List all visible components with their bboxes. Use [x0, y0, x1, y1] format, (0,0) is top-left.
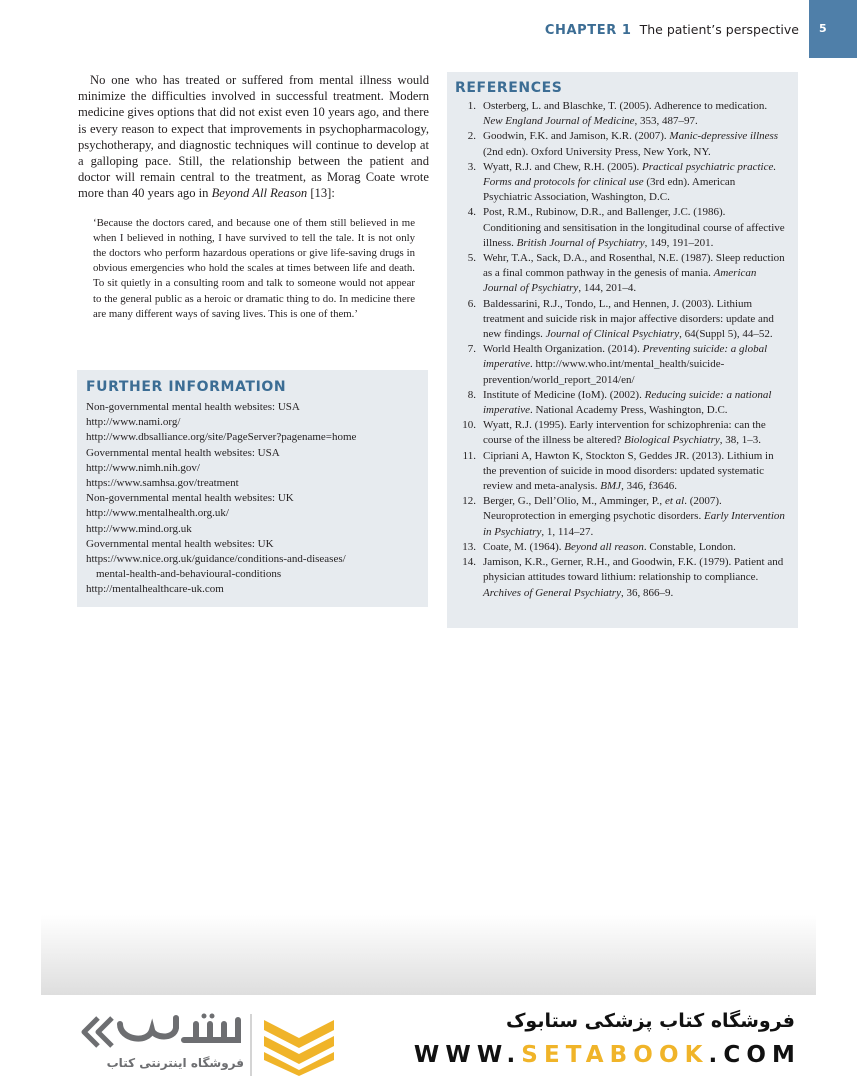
reference-segment: Jamison, K.R., Gerner, R.H., and Goodwin, F.K. (1979). Patient and physician attitudes toward lithium: relationship to compliance. [483, 556, 784, 584]
reference-item [455, 449, 786, 495]
reference-segment: Osterberg, L. and Blaschke, T. (2005). Adherence to medication. [483, 100, 768, 112]
reference-item [455, 251, 786, 297]
reference-item [455, 205, 786, 251]
reference-source: Beyond all reason [564, 540, 644, 553]
reference-number: 7. [467, 343, 476, 356]
reference-segment: (3rd edn). American Psychiatric Association, Washington, D.C. [483, 176, 736, 204]
setabook-logo [78, 1010, 340, 1078]
reference-number: 11. [462, 449, 476, 462]
reference-segment: , 353, 487–97. [634, 115, 698, 128]
body-paragraph [78, 72, 429, 202]
reference-number: 12. [462, 495, 476, 508]
reference-item [455, 342, 786, 388]
shop-url[interactable] [414, 1042, 801, 1068]
reference-number: 6. [467, 297, 476, 310]
website-link[interactable]: https://www.samhsa.gov/treatment [86, 477, 239, 490]
reference-item [455, 540, 786, 555]
website-link[interactable]: http://www.nami.org/ [86, 416, 181, 429]
reference-segment: Wehr, T.A., Sack, D.A., and Rosenthal, N.E. (1987). Sleep reduction as a final common pathway in the genesis of mania. [483, 252, 785, 280]
url-brand: SETABOOK [521, 1042, 709, 1068]
reference-source: British Journal of Psychiatry [516, 236, 645, 249]
chapter-label: CHAPTER 1 [544, 23, 632, 38]
reference-item [455, 418, 786, 448]
reference-source: Archives of General Psychiatry [483, 586, 621, 599]
references-heading: REFERENCES [455, 80, 563, 96]
reference-text [483, 205, 786, 251]
book-chevron-icon [260, 1016, 338, 1076]
references-box [447, 72, 798, 628]
reference-item [455, 555, 786, 601]
reference-text [483, 160, 786, 206]
reference-item [455, 129, 786, 159]
reference-number: 14. [462, 556, 476, 569]
citation-text: [13]: [307, 186, 335, 201]
reference-text [483, 129, 786, 159]
reference-segment: . Constable, London. [643, 540, 736, 553]
reference-segment: (2nd edn). Oxford University Press, New York, NY. [483, 145, 711, 158]
brand-tagline: فروشگاه اینترنتی کتاب [106, 1056, 244, 1070]
block-quote: ‘Because the doctors cared, and because one of them still believed in me when I believed in nothing, I have survived to tell the tale. It is not only the doctors who perform hazardous operations or give life-saving drugs in obvious emergencies who hold the scales at times between life and death. To sit quietly in a consulting room and talk to someone would not appear to the general public as a heroic or dramatic thing to do. In medicine there are many different ways of saving lives. This is one of them.’ [93, 216, 415, 320]
reference-source: Practical psychiatric practice. Forms and protocols for clinical use [483, 160, 777, 189]
reference-segment: , 1, 114–27. [541, 525, 594, 538]
reference-segment: World Health Organization. (2014). [483, 343, 643, 356]
reference-number: 1. [467, 100, 476, 112]
logo-divider [250, 1014, 252, 1076]
paragraph-text: No one who has treated or suffered from mental illness would minimize the difficulties involved in successful treatment. Modern medicine gives options that did not exist even 10 years ago, and there is every reason to expect that improvements in psychopharmacology, psychotherapy, and diagnostic techniques will continue to develop at a galloping pace. Still, the relationship between the patient and doctor will remain central to the treatment, as Morag Coate wrote more than 40 years ago in [78, 73, 429, 201]
website-category: Non-governmental mental health websites: UK [86, 492, 294, 505]
reference-number: 3. [467, 160, 476, 173]
book-title: Beyond All Reason [211, 186, 308, 201]
reference-text [483, 342, 786, 388]
url-prefix: WWW. [413, 1042, 522, 1068]
reference-source: Manic-depressive illness [669, 130, 779, 143]
reference-text [483, 418, 786, 448]
reference-segment: Cipriani A, Hawton K, Stockton S, Geddes JR. (2013). Lithium in the prevention of suicide in mood disorders: updated systematic review and meta-analysis. [483, 449, 774, 493]
reference-item [455, 297, 786, 343]
body-column [78, 72, 429, 322]
reference-source: Reducing suicide: a national imperative [483, 388, 772, 417]
reference-text [483, 388, 786, 418]
reference-text [483, 449, 786, 495]
reference-text [483, 251, 786, 297]
reference-segment: , 149, 191–201. [644, 236, 714, 249]
reference-text [483, 540, 786, 555]
reference-source: American Journal of Psychiatry [483, 267, 757, 295]
reference-segment: . http://www.who.int/mental_health/suicide-prevention/world_report_2014/en/ [483, 358, 725, 386]
reference-segment: Goodwin, F.K. and Jamison, K.R. (2007). [483, 130, 670, 143]
further-information-heading: FURTHER INFORMATION [86, 379, 287, 395]
further-information-list [86, 400, 419, 598]
website-link[interactable]: http://mentalhealthcare-uk.com [86, 583, 224, 596]
references-list [455, 99, 786, 601]
page-number-tab [809, 0, 857, 58]
reference-source: New England Journal of Medicine [483, 115, 635, 128]
reference-segment: . National Academy Press, Washington, D.C. [530, 404, 728, 417]
reference-item [455, 160, 786, 206]
website-link[interactable]: http://www.dbsalliance.org/site/PageServer?pagename=home [86, 431, 357, 444]
reference-segment: , 346, f3646. [621, 480, 677, 493]
reference-segment: . (2007). Neuroprotection in emerging psychotic disorders. [483, 495, 722, 523]
website-link[interactable]: https://www.nice.org.uk/guidance/conditions-and-diseases/ [86, 553, 346, 566]
reference-segment: Post, R.M., Rubinow, D.R., and Ballenger, J.C. (1986). Conditioning and sensitisation in the longitudinal course of affective illness. [483, 206, 785, 249]
setabook-brand-mark [78, 1010, 244, 1054]
website-link[interactable]: http://www.mind.org.uk [86, 522, 192, 535]
reference-number: 5. [467, 252, 476, 265]
reference-segment: , 38, 1–3. [719, 434, 761, 447]
reference-number: 8. [467, 388, 476, 401]
reference-text [483, 494, 786, 540]
reference-source: Journal of Clinical Psychiatry [545, 328, 680, 341]
url-suffix: .COM [708, 1042, 801, 1068]
reference-segment: Coate, M. (1964). [483, 540, 565, 553]
reference-source: Biological Psychiatry [624, 434, 720, 447]
reference-text [483, 99, 786, 129]
footer-shadow [41, 915, 816, 995]
reference-number: 4. [467, 206, 476, 219]
reference-number: 2. [467, 130, 476, 143]
reference-number: 13. [462, 540, 476, 553]
reference-segment: , 144, 201–4. [578, 282, 637, 295]
website-link: mental-health-and-behavioural-conditions [96, 568, 282, 581]
further-information-box [77, 370, 428, 607]
website-category: Governmental mental health websites: UK [86, 537, 274, 550]
chapter-title: The patient’s perspective [639, 22, 799, 37]
reference-item [455, 494, 786, 540]
reference-source: Early Intervention in Psychiatry [483, 510, 785, 538]
reference-segment: Institute of Medicine (IoM). (2002). [483, 388, 645, 401]
reference-text [483, 297, 786, 343]
reference-segment: Wyatt, R.J. and Chew, R.H. (2005). [483, 160, 643, 173]
shop-title: فروشگاه کتاب پزشکی ستابوک [505, 1010, 795, 1032]
reference-segment: , 64(Suppl 5), 44–52. [679, 328, 773, 341]
reference-source: BMJ [600, 480, 622, 493]
reference-segment: Berger, G., Dell’Olio, M., Amminger, P., [483, 495, 665, 508]
reference-number: 10. [462, 419, 476, 432]
reference-item [455, 99, 786, 129]
reference-source: et al [664, 495, 685, 508]
website-link[interactable]: http://www.nimh.nih.gov/ [86, 461, 200, 474]
running-header [545, 22, 799, 40]
website-link[interactable]: http://www.mentalhealth.org.uk/ [86, 507, 229, 520]
reference-segment: , 36, 866–9. [620, 586, 674, 599]
reference-text [483, 555, 786, 601]
reference-segment: Baldessarini, R.J., Tondo, L., and Hennen, J. (2003). Lithium treatment and suicide risk in major affective disorders: update and new findings. [483, 297, 774, 341]
reference-segment: Wyatt, R.J. (1995). Early intervention for schizophrenia: can the course of the illness be altered? [483, 419, 766, 447]
reference-source: Preventing suicide: a global imperative [483, 343, 768, 371]
reference-item [455, 388, 786, 418]
page-number: 5 [819, 22, 827, 35]
website-category: Non-governmental mental health websites: USA [86, 401, 300, 413]
website-category: Governmental mental health websites: USA [86, 446, 280, 459]
